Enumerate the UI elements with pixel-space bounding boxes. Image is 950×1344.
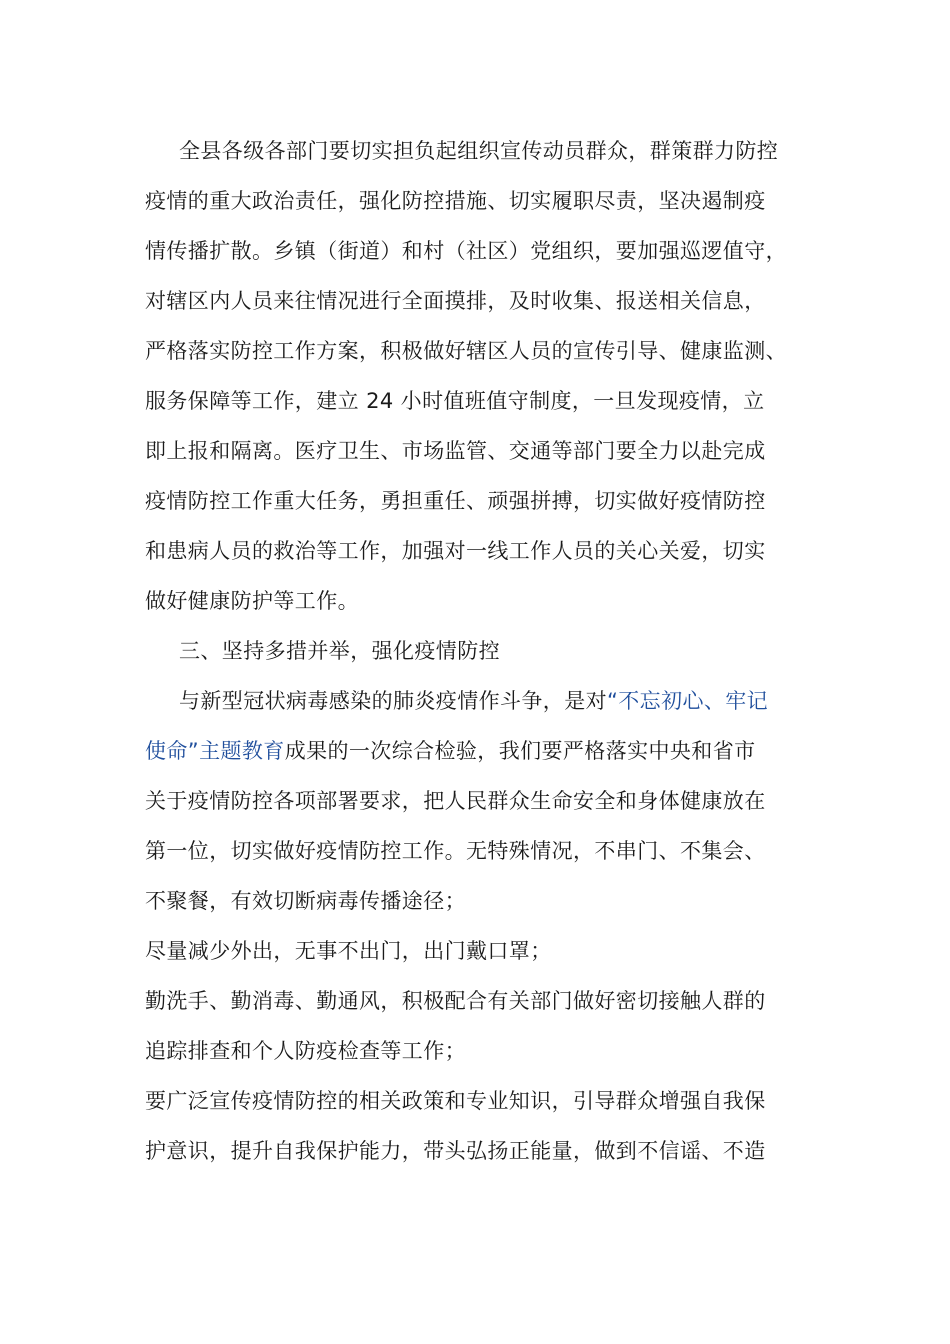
measures-list: [145, 926, 815, 1176]
paragraph-2: [145, 676, 815, 926]
paragraph-line: 疫情的重大政治责任，强化防控措施、切实履职尽责，坚决遏制疫: [145, 189, 766, 213]
paragraph-line: 第一位，切实做好疫情防控工作。无特殊情况，不串门、不集会、: [145, 839, 766, 863]
paragraph-line: [145, 676, 815, 726]
list-item: 护意识，提升自我保护能力，带头弘扬正能量，做到不信谣、不造: [145, 1139, 766, 1163]
paragraph-line: 和患病人员的救治等工作，加强对一线工作人员的关心关爱，切实: [145, 539, 766, 563]
paragraph-line: 疫情防控工作重大任务，勇担重任、顽强拼搏，切实做好疫情防控: [145, 489, 766, 513]
document-body: [145, 126, 815, 1176]
list-item: 尽量减少外出，无事不出门，出门戴口罩；: [145, 939, 552, 963]
paragraph-line: 情传播扩散。乡镇（街道）和村（社区）党组织，要加强巡逻值守，: [145, 239, 787, 263]
paragraph-line: 全县各级各部门要切实担负起组织宣传动员群众，群策群力防控: [179, 139, 779, 163]
paragraph-line: 服务保障等工作，建立 24 小时值班值守制度，一旦发现疫情，立: [145, 389, 765, 413]
paragraph-text: 与新型冠状病毒感染的肺炎疫情作斗争，是对: [179, 689, 607, 713]
list-item: 要广泛宣传疫情防控的相关政策和专业知识，引导群众增强自我保: [145, 1089, 766, 1113]
list-item: 追踪排查和个人防疫检查等工作；: [145, 1039, 466, 1063]
list-item: 勤洗手、勤消毒、勤通风，积极配合有关部门做好密切接触人群的: [145, 989, 766, 1013]
theme-education-link[interactable]: “不忘初心、牢记: [607, 689, 769, 713]
paragraph-text: 成果的一次综合检验，我们要严格落实中央和省市: [284, 739, 756, 763]
paragraph-line: 严格落实防控工作方案，积极做好辖区人员的宣传引导、健康监测、: [145, 339, 787, 363]
paragraph-line: 做好健康防护等工作。: [145, 589, 359, 613]
paragraph-line: [145, 726, 815, 776]
paragraph-1: [145, 126, 815, 626]
paragraph-line: 不聚餐，有效切断病毒传播途径；: [145, 889, 466, 913]
theme-education-link[interactable]: 使命”: [145, 739, 200, 763]
paragraph-line: 对辖区内人员来往情况进行全面摸排，及时收集、报送相关信息，: [145, 289, 766, 313]
theme-education-link[interactable]: 主题教育: [199, 739, 285, 763]
paragraph-line: 关于疫情防控各项部署要求，把人民群众生命安全和身体健康放在: [145, 789, 766, 813]
paragraph-line: 即上报和隔离。医疗卫生、市场监管、交通等部门要全力以赴完成: [145, 439, 766, 463]
section-heading: 三、坚持多措并举，强化疫情防控: [179, 639, 500, 663]
